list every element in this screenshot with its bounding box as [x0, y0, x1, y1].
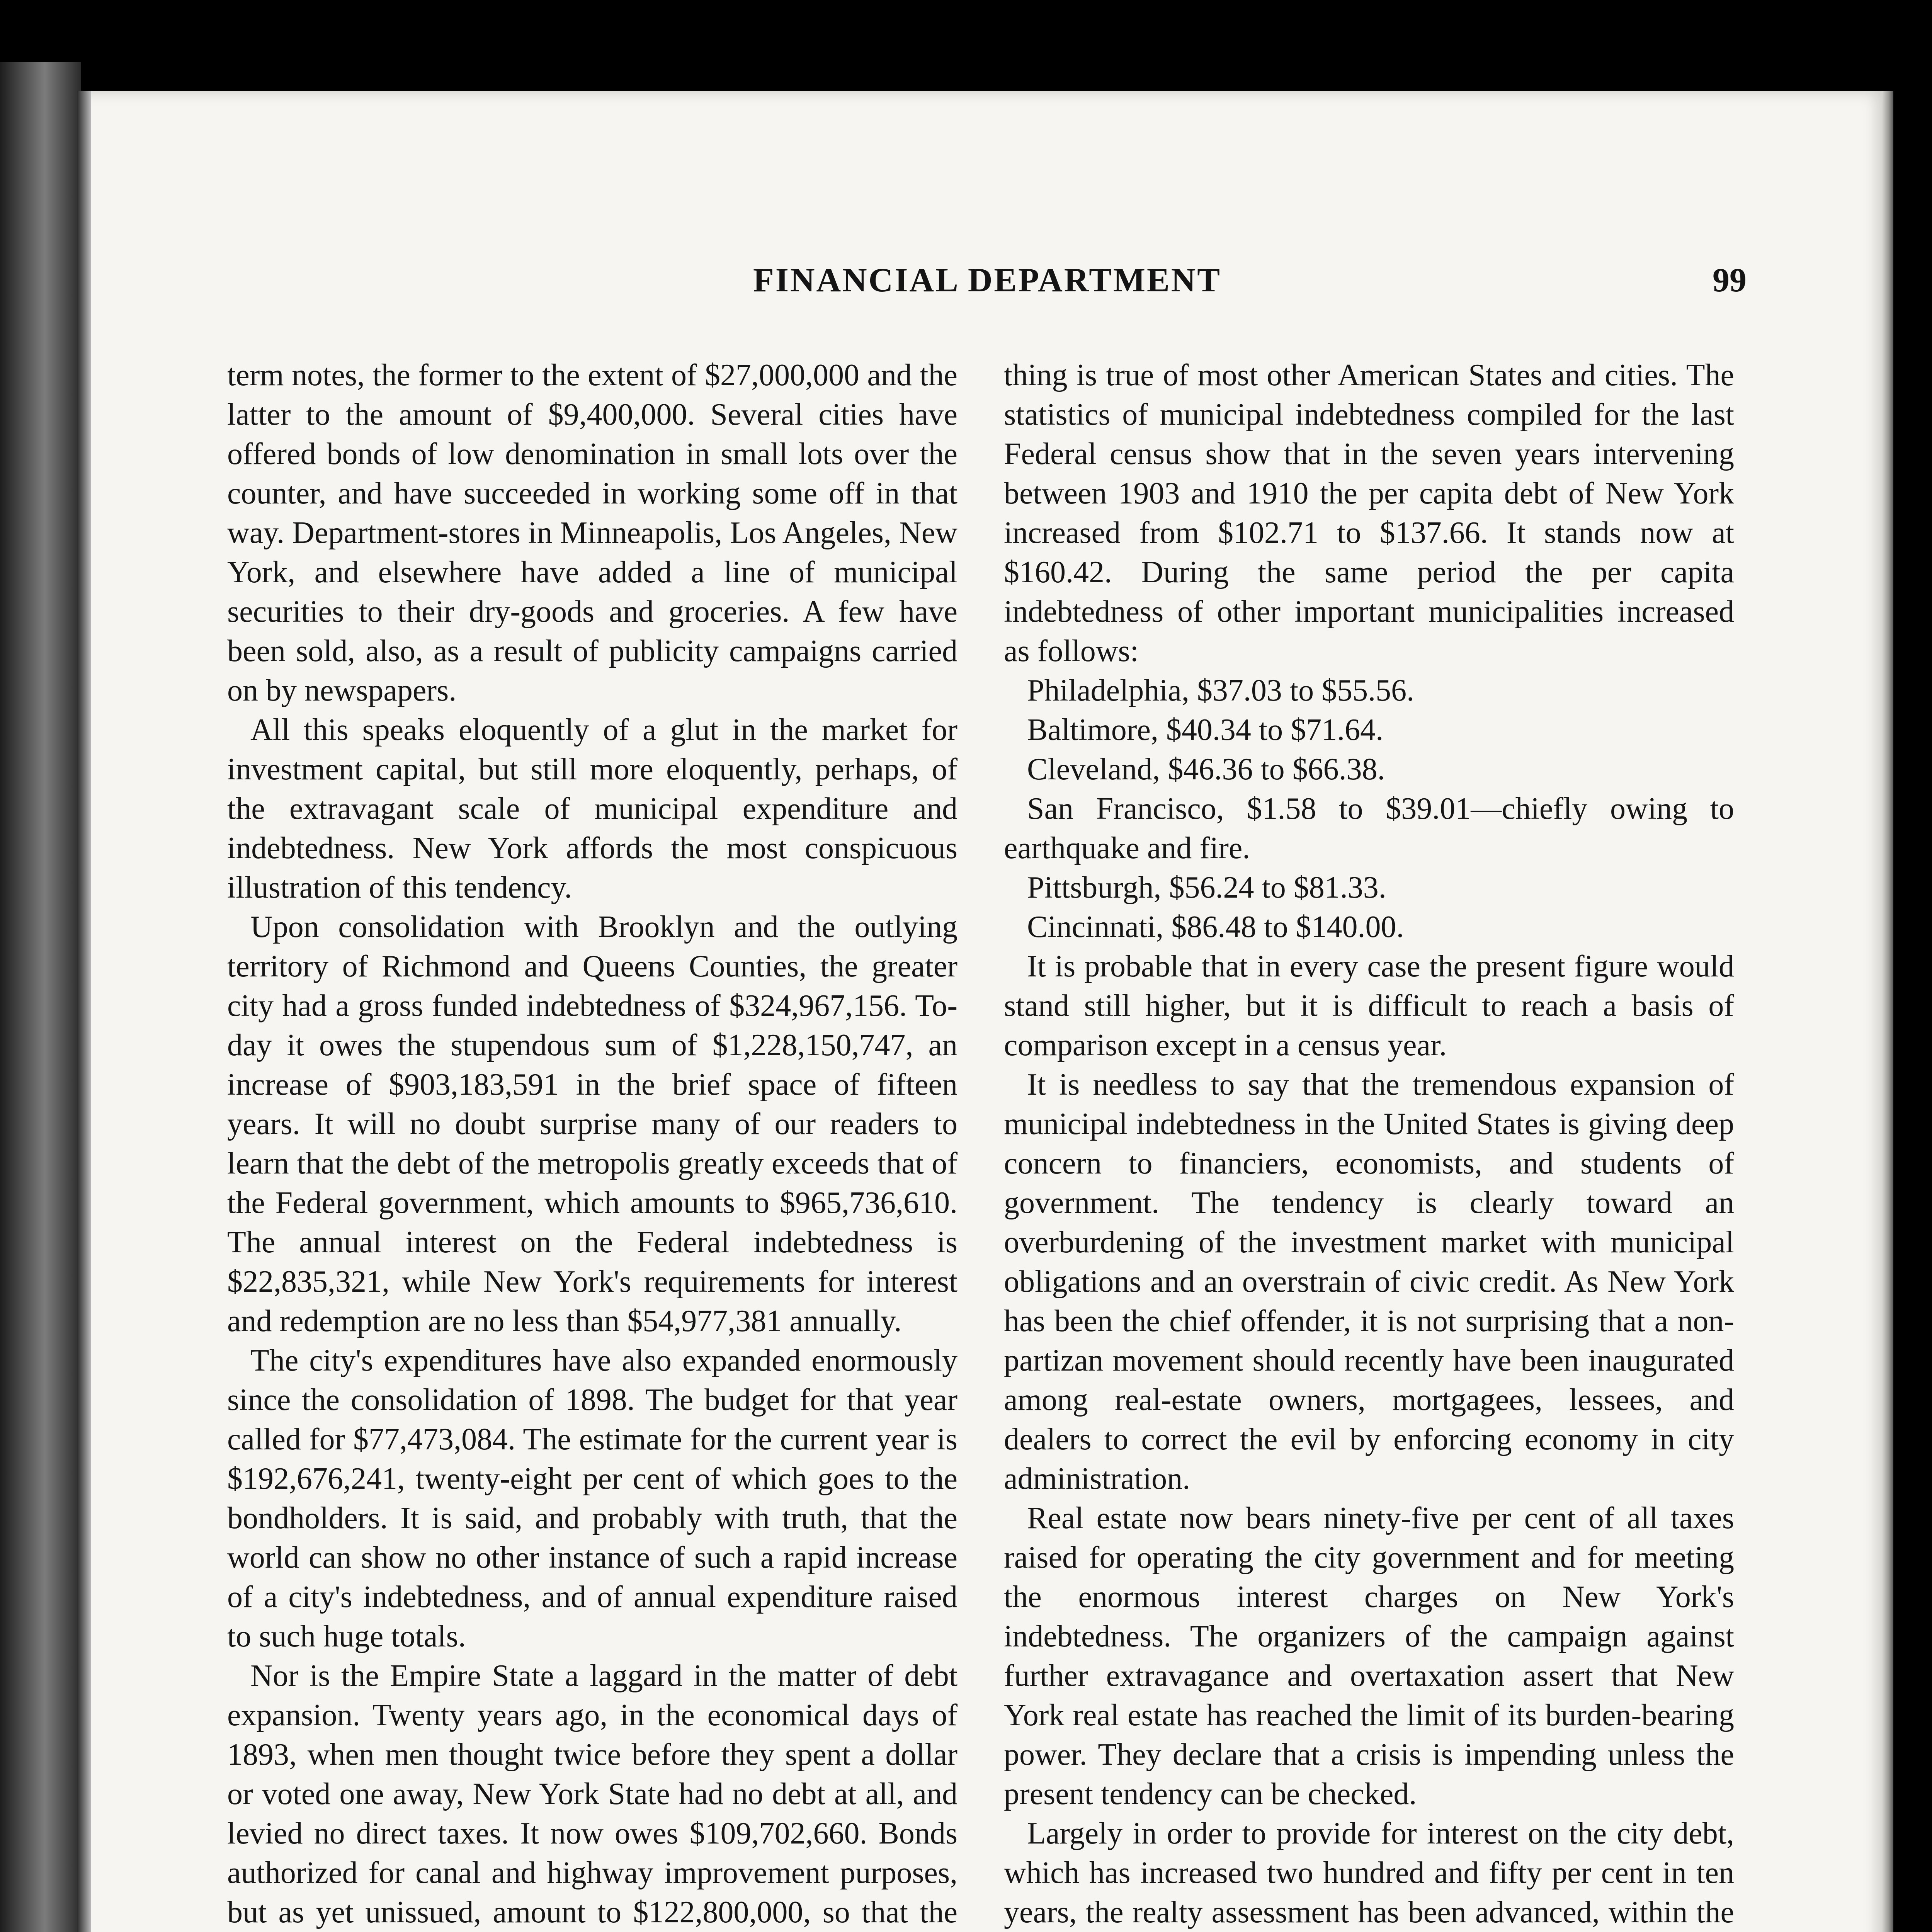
- list-item: Baltimore, $40.34 to $71.64.: [1027, 713, 1384, 747]
- running-title: FINANCIAL DEPARTMENT: [753, 262, 1221, 299]
- paragraph: All this speaks eloquently of a glut in the market for investment capital, but still more eloquently, perhaps, of the extravagant scale of municipal expenditure and indebtedness. New York affords the most conspicuous illustration of this tendency.: [227, 713, 957, 905]
- paragraph: Real estate now bears ninety-five per cent of all taxes raised for operating the city government and for meeting the enormous interest charges on New York's indebtedness. The organizers of the campaign against further extravagance and overtaxation assert that New York real estate has reached the limit of its burden-bearing power. They declare that a crisis is impending unless the present tendency can be checked.: [1004, 1501, 1734, 1811]
- paragraph: It is needless to say that the tremendous expansion of municipal indebtedness in the United States is giving deep concern to financiers, economists, and students of government. The tendency is clearly toward an overburdening of the investment market with municipal obligations and an overstrain of civic credit. As New York has been the chief offender, it is not surprising that a non-partizan movement should recently have been inaugurated among real-estate owners, mortgagees, lessees, and dealers to correct the evil by enforcing economy in city administration.: [1004, 1068, 1734, 1496]
- paragraph: Upon consolidation with Brooklyn and the outlying territory of Richmond and Queens Counties, the greater city had a gross funded indebtedness of $324,967,156. To-day it owes the stupendous sum of $1,228,150,747, an increase of $903,183,591 in the brief space of fifteen years. It will no doubt surprise many of our readers to learn that the debt of the metropolis greatly exceeds that of the Federal government, which amounts to $965,736,610. The annual interest on the Federal indebtedness is $22,835,321, while New York's requirements for interest and redemption are no less than $54,977,381 annually.: [227, 910, 957, 1338]
- paragraph: Nor is the Empire State a laggard in the matter of debt expansion. Twenty years ago, in the economical days of 1893, when men thought twice before they spent a dollar or voted one away, New York State had no debt at all, and levied no direct taxes. It now owes $109,702,660. Bonds authorized for canal and highway improvement purposes, but as yet unissued, amount to $122,800,000, so that the: [227, 1659, 957, 1929]
- page-number: 99: [1713, 262, 1747, 299]
- page-right-edge: [1882, 91, 1893, 1932]
- list-item: Philadelphia, $37.03 to $55.56.: [1027, 673, 1415, 707]
- running-header: [228, 261, 1747, 315]
- list-item: San Francisco, $1.58 to $39.01—chiefly owing to earthquake and fire.: [1004, 792, 1734, 865]
- paragraph: Largely in order to provide for interest on the city debt, which has increased two hundred and fifty per cent in ten years, the realty assessment has been advanced, within the: [1004, 1816, 1734, 1929]
- paragraph: It is probable that in every case the present figure would stand still higher, but it is difficult to reach a basis of comparison except in a census year.: [1004, 949, 1734, 1062]
- book-spine: [77, 91, 91, 1932]
- paragraph: The city's expenditures have also expanded enormously since the consolidation of 1898. The budget for that year called for $77,473,084. The estimate for the current year is $192,676,241, twenty-eight per cent of which goes to the bondholders. It is said, and probably with truth, that the world can show no other instance of such a rapid increase of a city's indebtedness, and of annual expenditure raised to such huge totals.: [227, 1344, 957, 1653]
- list-item: Cincinnati, $86.48 to $140.00.: [1027, 910, 1404, 944]
- left-column: [227, 355, 957, 1932]
- paragraph: thing is true of most other American States and cities. The statistics of municipal indebtedness compiled for the last Federal census show that in the seven years intervening between 1903 and 1910 the per capita debt of New York increased from $102.71 to $137.66. It stands now at $160.42. During the same period the per capita indebtedness of other important municipalities increased as follows:: [1004, 358, 1734, 668]
- right-column: [1004, 355, 1734, 1932]
- list-item: Cleveland, $46.36 to $66.38.: [1027, 752, 1385, 786]
- paragraph: term notes, the former to the extent of $27,000,000 and the latter to the amount of $9,400,000. Several cities have offered bonds of low denomination in small lots over the counter, and have succeeded in working some off in that way. Department-stores in Minneapolis, Los Angeles, New York, and elsewhere have added a line of municipal securities to their dry-goods and groceries. A few have been sold, also, as a result of publicity campaigns carried on by newspapers.: [227, 358, 957, 707]
- list-item: Pittsburgh, $56.24 to $81.33.: [1027, 871, 1386, 905]
- previous-page-edge: [0, 62, 81, 1932]
